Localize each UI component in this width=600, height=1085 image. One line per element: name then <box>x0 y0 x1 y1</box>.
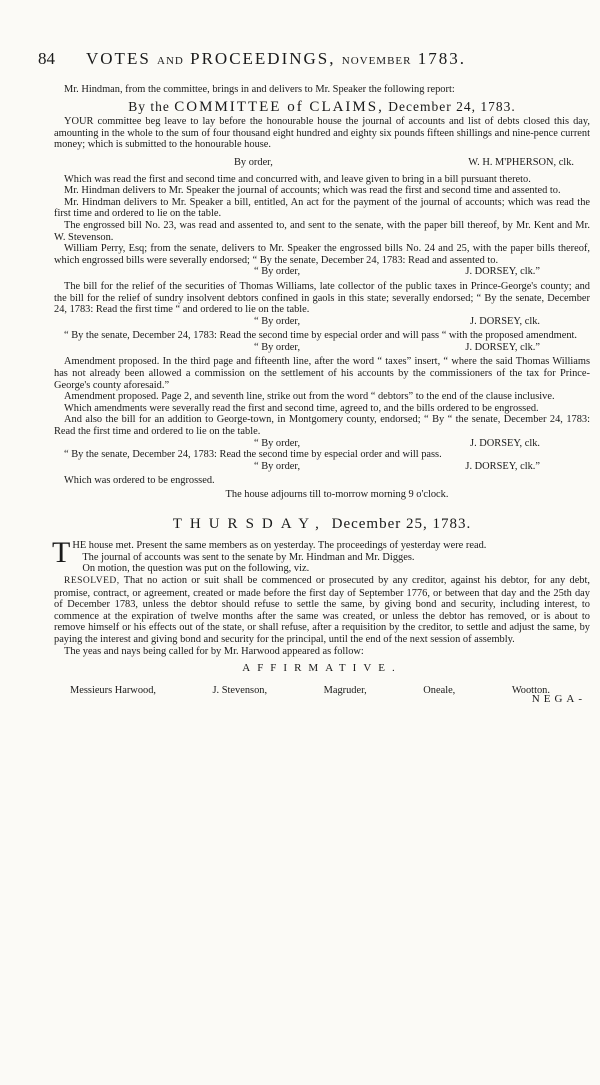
title-votes: VOTES <box>86 49 151 68</box>
title-month: NOVEMBER <box>341 55 412 67</box>
signature-order: “ By order, <box>254 460 301 472</box>
adjournment-line: The house adjourns till to-morrow morning 9 o'clock. <box>225 489 449 500</box>
drop-cap: T <box>52 536 71 570</box>
signature-name: J. DORSEY, clk. <box>470 437 540 449</box>
paragraph: “ By the senate, December 24, 1783: Read the second time by especial order and will pass “ with the proposed amendment. <box>64 330 578 342</box>
committee-heading-date: December 24, 1783. <box>388 98 516 114</box>
paragraph: The yeas and nays being called for by Mr. Harwood appeared as follow: <box>64 645 364 657</box>
negative-catchword: NEGA- <box>531 693 586 706</box>
signature-order: By order, <box>234 156 273 168</box>
paragraph-text: HE house met. Present the same members as on yesterday. The proceedings of yesterday were read. <box>72 540 487 552</box>
resolution-text: That no action or suit shall be commenced or prosecuted by any creditor, against his debtor, for any debt, promise, contract, or agreement, created or made before the first day of September 1776, or between that day and the 25th day of December 1783, unless the debtor should refuse to settle the same, by giving bond and security, including interest, to commence at the expiration of twelve months after the same was created, or unless the debtor has removed, or is about to remove himself or his effects out of the state, or shall refuse, after a requisition by the creditor, to settle and adjust the same, by paying the interest and giving bond and security for the principal, until the end of the next session of assembly. <box>54 574 590 645</box>
vote-name: Magruder, <box>323 684 367 696</box>
title-proceedings: PROCEEDINGS, <box>190 49 336 68</box>
committee-heading-by: By the <box>128 98 170 114</box>
signature-order: “ By order, <box>254 266 301 278</box>
paragraph: On motion, the question was put on the following, viz. <box>82 563 310 575</box>
vote-name: Wootton. <box>511 684 550 696</box>
signature-line <box>54 316 590 328</box>
paragraph: Which amendments were severally read the first and second time, agreed to, and the bills ordered to be engrossed. <box>64 402 539 414</box>
vote-name: Messieurs Harwood, <box>70 684 156 696</box>
title-year: 1783. <box>417 49 466 68</box>
paragraph: Amendment proposed. In the third page and fifteenth line, after the word “ taxes” insert, “ where the said Thomas Williams has not already been allowed a commission on the settlement of his accounts by the commissioners of the tax for Prince-George's county aforesaid.” <box>54 356 590 391</box>
paragraph: Mr. Hindman, from the committee, brings in and delivers to Mr. Speaker the following report: <box>64 84 455 95</box>
signature-name: J. DORSEY, clk.” <box>465 341 540 353</box>
resolution-paragraph <box>54 575 590 646</box>
signature-order: “ By order, <box>254 341 301 353</box>
running-title <box>86 49 466 68</box>
signature-line <box>54 461 590 473</box>
running-head <box>38 50 572 72</box>
paragraph: Which was read the first and second time and concurred with, and leave given to bring in a bill pursuant thereto. <box>64 173 531 185</box>
vote-name: Oneale, <box>423 684 456 696</box>
signature-line <box>54 157 590 169</box>
paragraph: Which was ordered to be engrossed. <box>64 475 215 487</box>
day-name: THURSDAY, <box>172 515 327 532</box>
paragraph: Mr. Hindman delivers to Mr. Speaker the journal of accounts; which was read the first and second time and assented to. <box>64 185 561 197</box>
paragraph: The bill for the relief of the securities of Thomas Williams, late collector of the public taxes in Prince-George's county; and the bill for the relief of sundry insolvent debtors confined in gaols in this state; severally endorsed; “ By the senate, December 24, 1783: Read the first time “ and ordered to lie on the table. <box>54 280 590 316</box>
signature-name: J. DORSEY, clk. <box>470 315 540 327</box>
signature-line <box>54 266 590 278</box>
day-date: December 25, 1783. <box>331 515 472 532</box>
committee-heading-name: COMMITTEE of CLAIMS, <box>174 98 384 115</box>
paragraph: The journal of accounts was sent to the senate by Mr. Hindman and Mr. Digges. <box>82 551 415 563</box>
signature-order: “ By order, <box>254 437 301 449</box>
committee-heading <box>54 98 590 115</box>
signature-order: “ By order, <box>254 315 301 327</box>
paragraph: Amendment proposed. Page 2, and seventh line, strike out from the word “ debtors” to the end of the clause inclusive. <box>64 391 555 403</box>
page-body <box>54 84 590 706</box>
report-paragraph: YOUR committee beg leave to lay before the honourable house the journal of accounts and list of debts closed this day, amounting in the whole to the sum of four thousand eight hundred and eighty six pounds fifteen shillings and nine-pence current money; which is submitted to the honourable house. <box>54 116 590 151</box>
page-number: 84 <box>38 49 55 68</box>
signature-line <box>54 342 590 354</box>
paragraph: And also the bill for an addition to George-town, in Montgomery county, endorsed; “ By “ the senate, December 24, 1783: Read the first time and ordered to lie on the table. <box>54 414 590 438</box>
resolved-word: RESOLVED, <box>64 575 120 586</box>
signature-name: J. DORSEY, clk.” <box>465 460 540 472</box>
affirmative-heading: AFFIRMATIVE. <box>242 662 402 675</box>
paragraph: William Perry, Esq; from the senate, delivers to Mr. Speaker the engrossed bills No. 24 and 25, with the paper bills thereof, which engrossed bills were severally endorsed; “ By the senate, December 24, 1783: Read and assented to. <box>54 243 590 266</box>
paragraph: “ By the senate, December 24, 1783: Read the second time by especial order and will pass. <box>64 449 442 461</box>
title-and: AND <box>157 55 184 67</box>
vote-name: J. Stevenson, <box>212 684 268 696</box>
day-heading <box>54 515 590 532</box>
signature-name: W. H. M'PHERSON, clk. <box>468 156 574 168</box>
paragraph: Mr. Hindman delivers to Mr. Speaker a bill, entitled, An act for the payment of the journal of accounts; which was read the first time and ordered to lie on the table. <box>54 196 590 220</box>
paragraph: The engrossed bill No. 23, was read and assented to, and sent to the senate, with the paper bill thereof, by Mr. Kent and Mr. W. Stevenson. <box>54 219 590 243</box>
signature-line <box>54 438 590 450</box>
signature-name: J. DORSEY, clk.” <box>465 266 540 278</box>
